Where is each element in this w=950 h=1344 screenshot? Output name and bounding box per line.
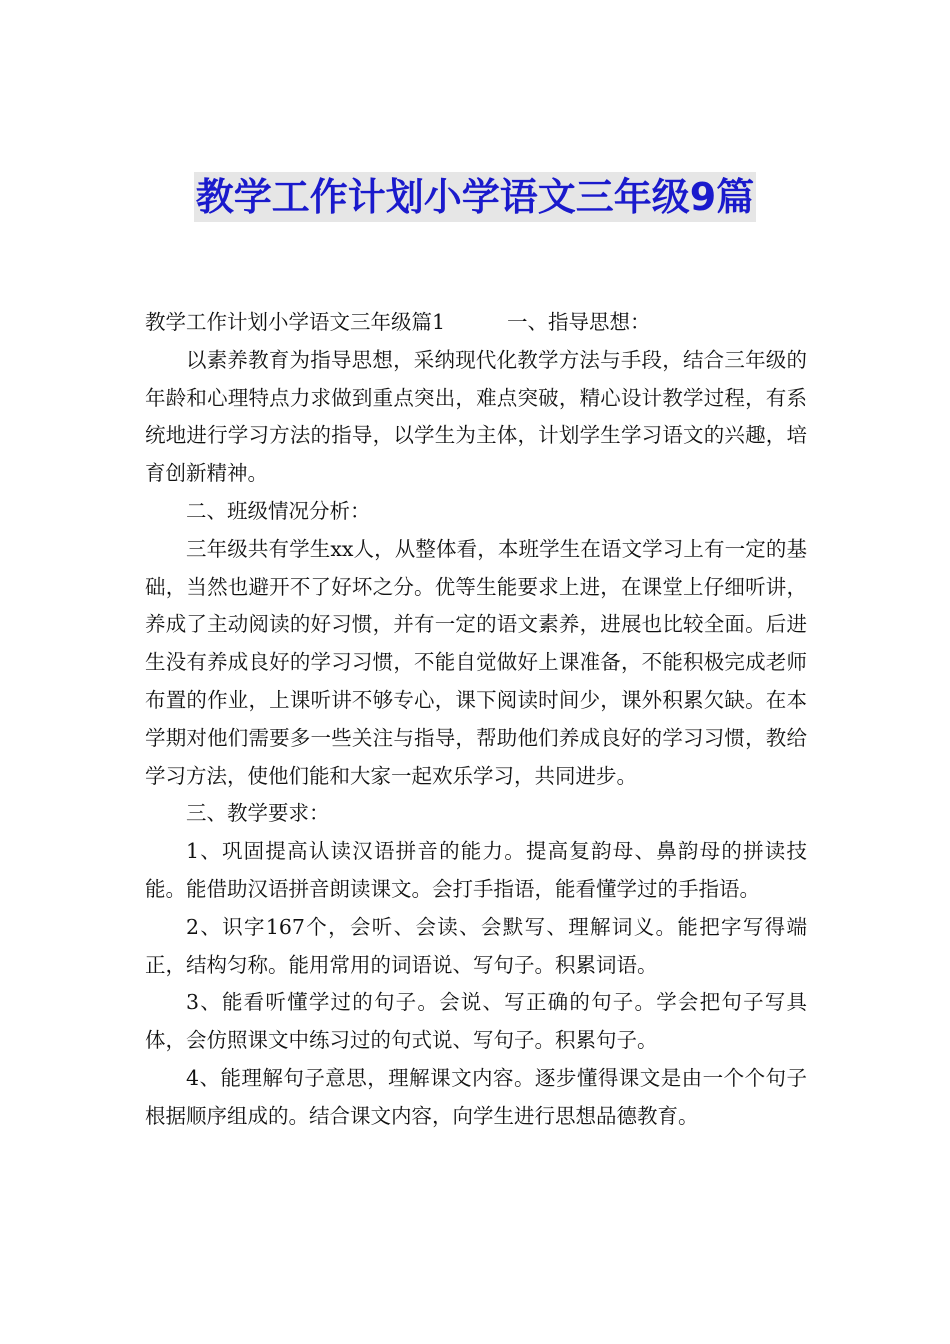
- section-heading-3: 三、教学要求：: [186, 801, 330, 826]
- document-body: [145, 304, 807, 1136]
- section-heading-2: 二、班级情况分析：: [186, 498, 371, 523]
- article-heading: 教学工作计划小学语文三年级篇1: [145, 310, 446, 334]
- requirement-item-1: 1、巩固提高认读汉语拼音的能力。提高复韵母、鼻韵母的拼读技能。能借助汉语拼音朗读课文。会打手指语，能看懂学过的手指语。: [145, 839, 807, 901]
- section-heading-1: 一、指导思想：: [507, 310, 651, 334]
- title-container: [0, 172, 950, 222]
- document-title: 教学工作计划小学语文三年级9篇: [194, 172, 756, 222]
- paragraph-class-analysis: 三年级共有学生xx人，从整体看，本班学生在语文学习上有一定的基础，当然也避开不了好坏之分。优等生能要求上进，在课堂上仔细听讲，养成了主动阅读的好习惯，并有一定的语文素养，进展也比较全面。后进生没有养成良好的学习习惯，不能自觉做好上课准备，不能积极完成老师布置的作业，上课听讲不够专心，课下阅读时间少，课外积累欠缺。在本学期对他们需要多一些关注与指导，帮助他们养成良好的学习习惯，教给学习方法，使他们能和大家一起欢乐学习，共同进步。: [145, 536, 807, 788]
- section-heading-line: [145, 304, 807, 342]
- paragraph-guiding-thought: 以素养教育为指导思想，采纳现代化教学方法与手段，结合三年级的年龄和心理特点力求做到重点突出，难点突破，精心设计教学过程，有系统地进行学习方法的指导，以学生为主体，计划学生学习语文的兴趣，培育创新精神。: [145, 347, 807, 486]
- requirement-item-2: 2、识字167个，会听、会读、会默写、理解词义。能把字写得端正，结构匀称。能用常用的词语说、写句子。积累词语。: [145, 914, 807, 977]
- requirement-item-3: 3、能看听懂学过的句子。会说、写正确的句子。学会把句子写具体，会仿照课文中练习过的句式说、写句子。积累句子。: [145, 990, 807, 1053]
- requirement-item-4: 4、能理解句子意思，理解课文内容。逐步懂得课文是由一个个句子根据顺序组成的。结合课文内容，向学生进行思想品德教育。: [145, 1065, 807, 1128]
